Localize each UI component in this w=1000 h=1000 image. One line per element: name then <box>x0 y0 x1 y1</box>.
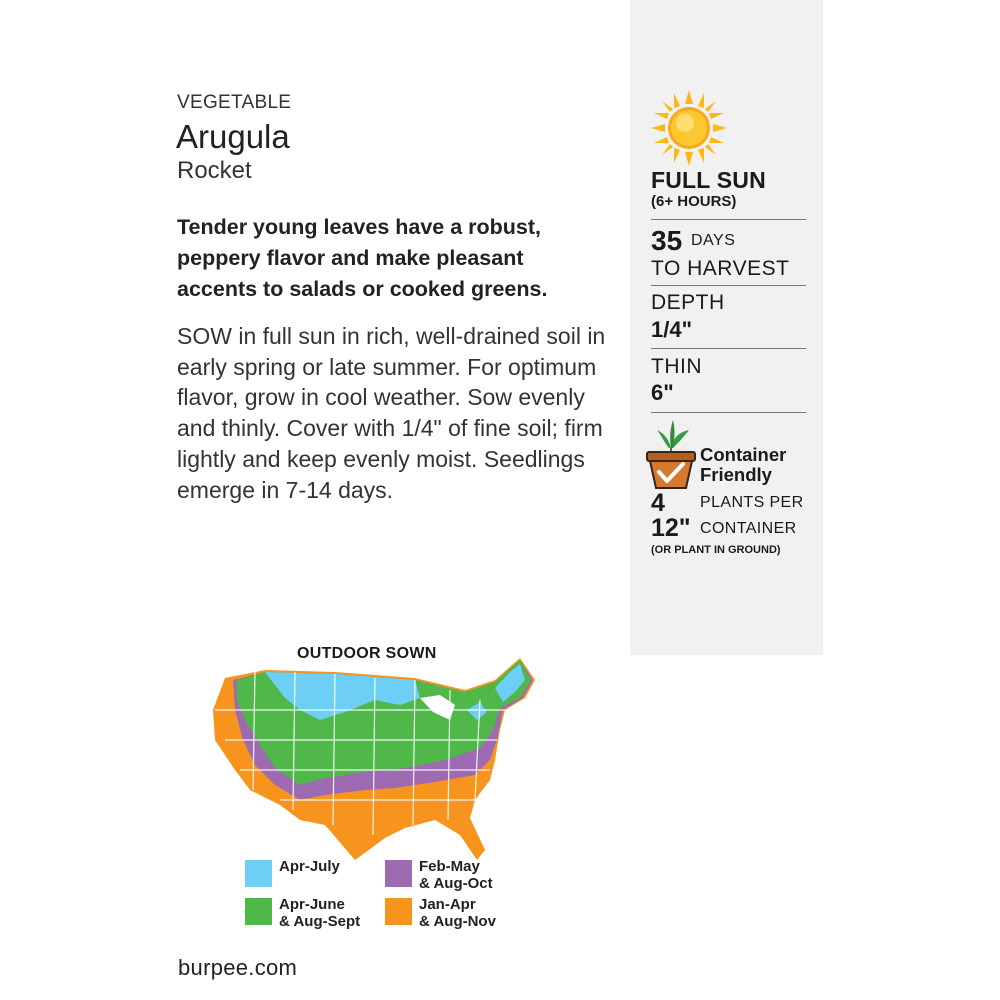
us-zone-map <box>205 650 545 860</box>
plants-per-container-value: 4 <box>651 489 665 517</box>
sun-requirement: FULL SUN <box>651 167 766 193</box>
website-link[interactable]: burpee.com <box>178 955 298 980</box>
days-unit: DAYS <box>691 232 736 249</box>
days-to-harvest-label: TO HARVEST <box>651 257 790 280</box>
thin-label: THIN <box>651 355 702 378</box>
sun-icon <box>651 90 727 166</box>
map-title: OUTDOOR SOWN <box>297 645 437 662</box>
potted-plant-check-icon <box>645 418 697 490</box>
legend-swatch-apr-july <box>245 860 272 887</box>
legend-item-feb-may: Feb-May & Aug-Oct <box>419 858 493 892</box>
container-label: CONTAINER <box>700 520 797 537</box>
divider <box>651 348 806 349</box>
divider <box>651 285 806 286</box>
container-size-value: 12" <box>651 514 691 542</box>
plant-subname: Rocket <box>177 157 252 184</box>
depth-label: DEPTH <box>651 291 725 314</box>
divider <box>651 219 806 220</box>
days-to-harvest-value: 35 <box>651 225 683 256</box>
legend-swatch-jan-apr <box>385 898 412 925</box>
category-label: VEGETABLE <box>177 92 292 113</box>
sowing-instructions: SOW in full sun in rich, well-drained soil in early spring or late summer. For optimum flavor, grow in cool weather. Sow evenly and thinly. Cover with 1/4" of fine soil; firm lightly and keep evenly moist. Seedlings emerge in 7-14 days. <box>177 323 606 503</box>
tagline: Tender young leaves have a robust, peppery flavor and make pleasant accents to salads or cooked greens. <box>177 215 548 301</box>
plant-name: Arugula <box>176 118 290 155</box>
legend-item-jan-apr: Jan-Apr & Aug-Nov <box>419 896 496 930</box>
depth-value: 1/4" <box>651 317 693 342</box>
divider <box>651 412 806 413</box>
thin-value: 6" <box>651 380 674 405</box>
ground-note: (OR PLANT IN GROUND) <box>651 544 781 556</box>
plants-per-label: PLANTS PER <box>700 494 804 511</box>
legend-item-apr-july: Apr-July <box>279 858 340 875</box>
legend-item-apr-june: Apr-June & Aug-Sept <box>279 896 361 930</box>
legend-swatch-feb-may <box>385 860 412 887</box>
legend-swatch-apr-june <box>245 898 272 925</box>
container-friendly-label: Container Friendly <box>700 444 787 485</box>
sun-hours: (6+ HOURS) <box>651 193 737 210</box>
